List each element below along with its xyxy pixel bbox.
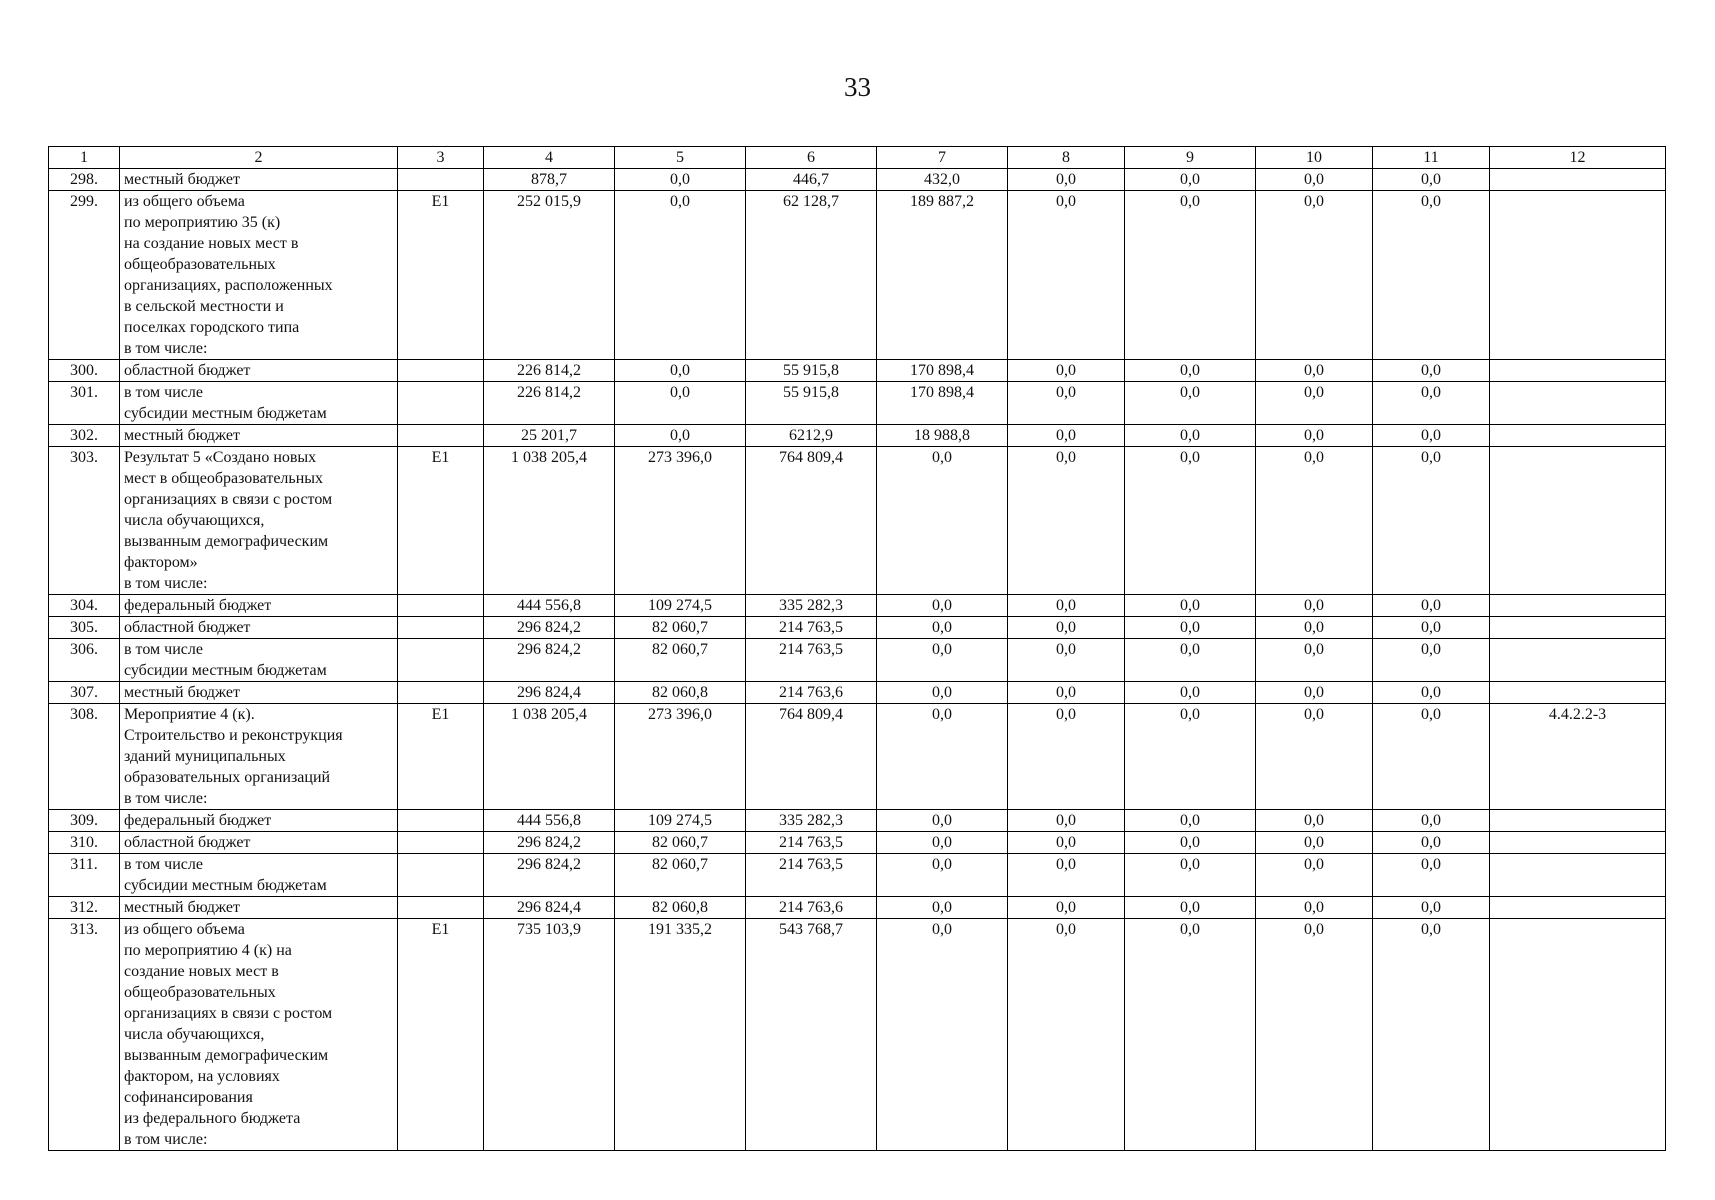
row-description: в том числе субсидии местным бюджетам — [120, 382, 398, 425]
row-code — [398, 682, 484, 704]
value-year-5: 0,0 — [1125, 595, 1256, 617]
value-year-7: 0,0 — [1373, 704, 1490, 810]
value-year-3: 189 887,2 — [877, 191, 1008, 360]
indicator-reference — [1490, 360, 1666, 382]
value-year-7: 0,0 — [1373, 854, 1490, 897]
row-number: 303. — [49, 447, 120, 595]
indicator-reference — [1490, 447, 1666, 595]
value-year-4: 0,0 — [1008, 447, 1125, 595]
value-year-1: 82 060,8 — [615, 682, 746, 704]
value-year-3: 0,0 — [877, 832, 1008, 854]
value-year-2: 6212,9 — [746, 425, 877, 447]
value-year-6: 0,0 — [1256, 897, 1373, 919]
value-year-4: 0,0 — [1008, 425, 1125, 447]
row-description: в том числе субсидии местным бюджетам — [120, 639, 398, 682]
value-year-6: 0,0 — [1256, 360, 1373, 382]
value-year-1: 82 060,8 — [615, 897, 746, 919]
value-year-5: 0,0 — [1125, 897, 1256, 919]
table-row — [49, 810, 1666, 832]
row-description: областной бюджет — [120, 832, 398, 854]
row-number: 309. — [49, 810, 120, 832]
value-total: 296 824,2 — [484, 832, 615, 854]
value-year-3: 170 898,4 — [877, 360, 1008, 382]
value-total: 226 814,2 — [484, 382, 615, 425]
value-year-1: 273 396,0 — [615, 447, 746, 595]
row-description: федеральный бюджет — [120, 810, 398, 832]
value-year-2: 214 763,5 — [746, 639, 877, 682]
value-total: 25 201,7 — [484, 425, 615, 447]
indicator-reference — [1490, 425, 1666, 447]
value-year-6: 0,0 — [1256, 191, 1373, 360]
value-year-1: 82 060,7 — [615, 639, 746, 682]
table-row — [49, 595, 1666, 617]
column-header: 1 — [49, 147, 120, 169]
row-number: 300. — [49, 360, 120, 382]
column-header: 12 — [1490, 147, 1666, 169]
value-year-3: 432,0 — [877, 169, 1008, 191]
row-code: E1 — [398, 191, 484, 360]
value-year-6: 0,0 — [1256, 382, 1373, 425]
value-year-5: 0,0 — [1125, 919, 1256, 1151]
indicator-reference — [1490, 682, 1666, 704]
value-year-3: 0,0 — [877, 682, 1008, 704]
value-year-1: 82 060,7 — [615, 854, 746, 897]
value-year-1: 109 274,5 — [615, 810, 746, 832]
indicator-reference — [1490, 919, 1666, 1151]
value-total: 226 814,2 — [484, 360, 615, 382]
table-row — [49, 682, 1666, 704]
value-total: 296 824,4 — [484, 897, 615, 919]
budget-table — [48, 146, 1666, 1151]
value-year-2: 446,7 — [746, 169, 877, 191]
row-code — [398, 617, 484, 639]
value-year-4: 0,0 — [1008, 704, 1125, 810]
column-header: 5 — [615, 147, 746, 169]
row-code — [398, 832, 484, 854]
indicator-reference — [1490, 810, 1666, 832]
value-year-3: 0,0 — [877, 617, 1008, 639]
value-year-4: 0,0 — [1008, 191, 1125, 360]
value-year-2: 214 763,6 — [746, 897, 877, 919]
indicator-reference — [1490, 169, 1666, 191]
value-year-7: 0,0 — [1373, 617, 1490, 639]
row-code: E1 — [398, 447, 484, 595]
value-year-7: 0,0 — [1373, 919, 1490, 1151]
value-total: 444 556,8 — [484, 595, 615, 617]
value-year-5: 0,0 — [1125, 617, 1256, 639]
value-year-3: 0,0 — [877, 919, 1008, 1151]
value-year-1: 273 396,0 — [615, 704, 746, 810]
row-number: 307. — [49, 682, 120, 704]
table-row — [49, 617, 1666, 639]
value-year-6: 0,0 — [1256, 639, 1373, 682]
value-year-3: 0,0 — [877, 854, 1008, 897]
value-year-7: 0,0 — [1373, 810, 1490, 832]
value-year-6: 0,0 — [1256, 919, 1373, 1151]
column-header: 2 — [120, 147, 398, 169]
row-code — [398, 595, 484, 617]
row-code — [398, 382, 484, 425]
row-description: местный бюджет — [120, 682, 398, 704]
indicator-reference — [1490, 595, 1666, 617]
table-row — [49, 447, 1666, 595]
value-year-4: 0,0 — [1008, 639, 1125, 682]
value-year-6: 0,0 — [1256, 169, 1373, 191]
value-year-5: 0,0 — [1125, 169, 1256, 191]
value-year-5: 0,0 — [1125, 447, 1256, 595]
row-description: местный бюджет — [120, 897, 398, 919]
value-year-2: 764 809,4 — [746, 447, 877, 595]
value-year-2: 55 915,8 — [746, 382, 877, 425]
row-description: областной бюджет — [120, 617, 398, 639]
value-year-5: 0,0 — [1125, 639, 1256, 682]
value-year-1: 0,0 — [615, 169, 746, 191]
row-number: 305. — [49, 617, 120, 639]
column-number-row — [49, 147, 1666, 169]
row-description: местный бюджет — [120, 169, 398, 191]
row-code — [398, 854, 484, 897]
value-year-4: 0,0 — [1008, 810, 1125, 832]
value-year-6: 0,0 — [1256, 617, 1373, 639]
table-row — [49, 854, 1666, 897]
row-number: 299. — [49, 191, 120, 360]
value-year-7: 0,0 — [1373, 595, 1490, 617]
value-total: 296 824,2 — [484, 854, 615, 897]
indicator-reference — [1490, 617, 1666, 639]
value-year-4: 0,0 — [1008, 595, 1125, 617]
value-total: 296 824,2 — [484, 617, 615, 639]
table-row — [49, 639, 1666, 682]
value-year-2: 214 763,6 — [746, 682, 877, 704]
column-header: 3 — [398, 147, 484, 169]
value-year-7: 0,0 — [1373, 897, 1490, 919]
value-year-3: 0,0 — [877, 447, 1008, 595]
value-total: 444 556,8 — [484, 810, 615, 832]
value-year-4: 0,0 — [1008, 382, 1125, 425]
value-total: 296 824,2 — [484, 639, 615, 682]
value-year-6: 0,0 — [1256, 595, 1373, 617]
value-year-5: 0,0 — [1125, 425, 1256, 447]
value-year-2: 214 763,5 — [746, 854, 877, 897]
indicator-reference — [1490, 382, 1666, 425]
row-description: в том числе субсидии местным бюджетам — [120, 854, 398, 897]
value-year-2: 335 282,3 — [746, 595, 877, 617]
value-year-1: 0,0 — [615, 425, 746, 447]
row-description: Мероприятие 4 (к). Строительство и реконструкция зданий муниципальных образовательных организаций в том числе: — [120, 704, 398, 810]
value-year-6: 0,0 — [1256, 447, 1373, 595]
value-year-1: 0,0 — [615, 360, 746, 382]
row-number: 301. — [49, 382, 120, 425]
value-total: 1 038 205,4 — [484, 447, 615, 595]
column-header: 8 — [1008, 147, 1125, 169]
value-year-2: 335 282,3 — [746, 810, 877, 832]
value-year-3: 0,0 — [877, 810, 1008, 832]
value-year-4: 0,0 — [1008, 897, 1125, 919]
row-number: 304. — [49, 595, 120, 617]
column-header: 9 — [1125, 147, 1256, 169]
value-year-5: 0,0 — [1125, 854, 1256, 897]
value-year-7: 0,0 — [1373, 832, 1490, 854]
value-total: 878,7 — [484, 169, 615, 191]
value-year-6: 0,0 — [1256, 682, 1373, 704]
value-year-7: 0,0 — [1373, 425, 1490, 447]
page-number: 33 — [844, 72, 871, 102]
indicator-reference — [1490, 832, 1666, 854]
value-total: 252 015,9 — [484, 191, 615, 360]
row-number: 302. — [49, 425, 120, 447]
value-year-6: 0,0 — [1256, 704, 1373, 810]
row-code: E1 — [398, 704, 484, 810]
row-code — [398, 639, 484, 682]
value-year-5: 0,0 — [1125, 682, 1256, 704]
value-year-4: 0,0 — [1008, 682, 1125, 704]
table-row — [49, 382, 1666, 425]
row-description: из общего объема по мероприятию 35 (к) на создание новых мест в общеобразовательных организациях, расположенных в сельской местности и поселках городского типа в том числе: — [120, 191, 398, 360]
row-description: Результат 5 «Создано новых мест в общеобразовательных организациях в связи с ростом числа обучающихся, вызванным демографическим фактором» в том числе: — [120, 447, 398, 595]
value-year-4: 0,0 — [1008, 854, 1125, 897]
row-description: из общего объема по мероприятию 4 (к) на создание новых мест в общеобразовательных организациях в связи с ростом числа обучающихся, вызванным демографическим фактором, на условиях софинансирования из федерального бюджета в том числе: — [120, 919, 398, 1151]
row-number: 310. — [49, 832, 120, 854]
value-year-1: 82 060,7 — [615, 832, 746, 854]
table-row — [49, 704, 1666, 810]
value-year-7: 0,0 — [1373, 447, 1490, 595]
value-year-2: 55 915,8 — [746, 360, 877, 382]
value-year-2: 214 763,5 — [746, 832, 877, 854]
indicator-reference — [1490, 897, 1666, 919]
row-code — [398, 897, 484, 919]
column-header: 10 — [1256, 147, 1373, 169]
row-number: 312. — [49, 897, 120, 919]
value-year-2: 543 768,7 — [746, 919, 877, 1151]
table-row — [49, 425, 1666, 447]
row-description: областной бюджет — [120, 360, 398, 382]
value-year-2: 62 128,7 — [746, 191, 877, 360]
value-year-5: 0,0 — [1125, 832, 1256, 854]
value-year-4: 0,0 — [1008, 617, 1125, 639]
value-year-5: 0,0 — [1125, 810, 1256, 832]
table-row — [49, 832, 1666, 854]
value-year-3: 0,0 — [877, 639, 1008, 682]
table-row — [49, 897, 1666, 919]
value-year-1: 82 060,7 — [615, 617, 746, 639]
table-row — [49, 360, 1666, 382]
value-year-6: 0,0 — [1256, 854, 1373, 897]
row-description: местный бюджет — [120, 425, 398, 447]
indicator-reference: 4.4.2.2-3 — [1490, 704, 1666, 810]
table-row — [49, 191, 1666, 360]
value-year-3: 170 898,4 — [877, 382, 1008, 425]
value-year-4: 0,0 — [1008, 360, 1125, 382]
column-header: 7 — [877, 147, 1008, 169]
value-total: 1 038 205,4 — [484, 704, 615, 810]
value-year-1: 0,0 — [615, 382, 746, 425]
value-year-5: 0,0 — [1125, 382, 1256, 425]
table-body — [49, 169, 1666, 1151]
value-year-4: 0,0 — [1008, 169, 1125, 191]
row-code — [398, 810, 484, 832]
row-code: E1 — [398, 919, 484, 1151]
value-year-1: 109 274,5 — [615, 595, 746, 617]
column-header: 11 — [1373, 147, 1490, 169]
table-row — [49, 919, 1666, 1151]
table-row — [49, 169, 1666, 191]
indicator-reference — [1490, 854, 1666, 897]
value-year-2: 214 763,5 — [746, 617, 877, 639]
value-year-6: 0,0 — [1256, 810, 1373, 832]
value-year-6: 0,0 — [1256, 425, 1373, 447]
value-year-3: 0,0 — [877, 595, 1008, 617]
value-year-4: 0,0 — [1008, 832, 1125, 854]
value-year-3: 18 988,8 — [877, 425, 1008, 447]
indicator-reference — [1490, 639, 1666, 682]
value-year-7: 0,0 — [1373, 639, 1490, 682]
value-year-7: 0,0 — [1373, 169, 1490, 191]
indicator-reference — [1490, 191, 1666, 360]
value-year-3: 0,0 — [877, 897, 1008, 919]
column-header: 4 — [484, 147, 615, 169]
row-number: 298. — [49, 169, 120, 191]
row-number: 313. — [49, 919, 120, 1151]
value-year-6: 0,0 — [1256, 832, 1373, 854]
value-year-1: 0,0 — [615, 191, 746, 360]
value-year-5: 0,0 — [1125, 360, 1256, 382]
row-code — [398, 360, 484, 382]
value-year-5: 0,0 — [1125, 191, 1256, 360]
value-year-7: 0,0 — [1373, 382, 1490, 425]
value-year-2: 764 809,4 — [746, 704, 877, 810]
value-year-3: 0,0 — [877, 704, 1008, 810]
column-header: 6 — [746, 147, 877, 169]
row-number: 308. — [49, 704, 120, 810]
value-total: 296 824,4 — [484, 682, 615, 704]
row-number: 311. — [49, 854, 120, 897]
value-year-7: 0,0 — [1373, 191, 1490, 360]
row-code — [398, 425, 484, 447]
value-year-5: 0,0 — [1125, 704, 1256, 810]
value-year-4: 0,0 — [1008, 919, 1125, 1151]
row-code — [398, 169, 484, 191]
row-description: федеральный бюджет — [120, 595, 398, 617]
value-year-1: 191 335,2 — [615, 919, 746, 1151]
value-total: 735 103,9 — [484, 919, 615, 1151]
row-number: 306. — [49, 639, 120, 682]
value-year-7: 0,0 — [1373, 682, 1490, 704]
value-year-7: 0,0 — [1373, 360, 1490, 382]
